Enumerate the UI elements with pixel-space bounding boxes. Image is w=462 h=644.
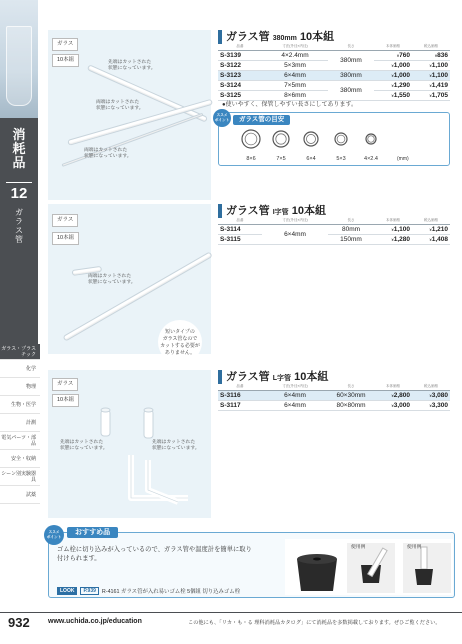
- product-tax-price: ¥1,100: [412, 60, 450, 70]
- header-size: 寸法(外径×内径): [262, 218, 328, 224]
- look-text: R-4161 ガラス管が入れ易いゴム栓 5個組 切り込みゴム栓: [101, 589, 241, 595]
- tube-note: 両端はカットされた 状態になっています。: [84, 148, 132, 159]
- category-title: 消耗品: [12, 127, 26, 170]
- product-price: ¥1,100: [374, 224, 412, 234]
- product-code: S-3122: [218, 60, 262, 70]
- tube-section-label: 5×3: [336, 156, 346, 162]
- title-quantity: 10本組: [291, 205, 326, 217]
- product-length: 80mm: [328, 224, 374, 234]
- table-row: [218, 224, 450, 234]
- product-price: ¥1,290: [374, 80, 412, 90]
- unit-label: (mm): [397, 156, 409, 162]
- point-badge: ススメ ポイント: [213, 109, 231, 127]
- title-quantity: 10本組: [294, 371, 329, 383]
- header-size: 寸法(外径×内径): [262, 44, 328, 50]
- product-size: 6×4mm: [262, 224, 328, 244]
- header-price: 本体価格: [374, 384, 412, 390]
- index-item-safety[interactable]: 安全・収納: [0, 450, 40, 468]
- footer-url[interactable]: www.uchida.co.jp/education: [48, 618, 142, 625]
- recommendation-text: ゴム栓に切り込みが入っているので、ガラス管や温度計を簡単に取り付けられます。: [57, 546, 252, 562]
- page-number: 932: [8, 615, 30, 630]
- product-tax-price: ¥1,210: [412, 224, 450, 234]
- point-badge: ススメ ポイント: [44, 525, 64, 545]
- product-length: 60×30mm: [328, 390, 374, 400]
- table-row: [218, 400, 450, 410]
- index-item-physics[interactable]: 物理: [0, 378, 40, 396]
- header-price: 本体価格: [374, 44, 412, 50]
- product-code: S-3116: [218, 390, 262, 400]
- short-type-bubble: 短いタイプの ガラス管なので カットする必要が ありません。: [158, 320, 202, 364]
- product-length: 380mm: [328, 50, 374, 70]
- header-length: 長さ: [328, 218, 374, 224]
- tube-section-label: 7×5: [276, 156, 286, 162]
- product-size: 7×5mm: [262, 80, 328, 90]
- footer-divider: [0, 612, 462, 613]
- product-image-glass-tube-380: [48, 30, 211, 200]
- product-tax-price: ¥1,100: [412, 70, 450, 80]
- glass-tube: [87, 64, 208, 122]
- product-code: S-3117: [218, 400, 262, 410]
- title-type: L字管: [272, 375, 292, 382]
- usage-note: ●使いやすく、保管しやすい長さにしてあります。: [222, 102, 358, 108]
- product-code: S-3123: [218, 70, 262, 80]
- tube-cross-sections: [219, 125, 451, 165]
- product-price: ¥1,000: [374, 70, 412, 80]
- tube-note: 先端はカットされた 状態になっています。: [108, 60, 156, 71]
- footer-text: この他にも、「リカ・も・る 理科消耗品カタログ」にて消耗品を多数掲載しております。ぜひご覧ください。: [188, 620, 441, 626]
- tube-section-inner: [245, 133, 257, 145]
- product-price: ¥1,280: [374, 234, 412, 244]
- title-length: 380mm: [272, 35, 297, 42]
- section-title-glass-tube-l: [218, 370, 450, 384]
- spec-table-glass-tube-380: [218, 44, 450, 101]
- table-row: [218, 390, 450, 400]
- header-length: 長さ: [328, 44, 374, 50]
- product-length: 380mm: [328, 70, 374, 80]
- photo-label: 使用例: [407, 545, 422, 550]
- product-tax-price: ¥1,705: [412, 90, 450, 100]
- header-length: 長さ: [328, 384, 374, 390]
- category-subtitle: ガラス管: [15, 208, 23, 244]
- title-quantity: 10本組: [299, 31, 335, 43]
- table-row: [218, 80, 450, 90]
- product-tax-price: ¥3,300: [412, 400, 450, 410]
- product-size: 8×6mm: [262, 90, 328, 100]
- spec-table-glass-tube-i: [218, 218, 450, 245]
- spec-table-glass-tube-l: [218, 384, 450, 411]
- tube-section-inner: [306, 134, 315, 143]
- header-price: 本体価格: [374, 218, 412, 224]
- material-tag: ガラス: [52, 38, 78, 51]
- look-label: LOOK: [57, 587, 77, 595]
- index-item-glass-plastic[interactable]: ガラス・プラスチック: [0, 344, 40, 360]
- tube-note: 先端はカットされた 状態になっています。: [152, 440, 200, 451]
- product-length: 150mm: [328, 234, 374, 244]
- header-tax-price: 税込価格: [412, 218, 450, 224]
- product-size: 5×3mm: [262, 60, 328, 70]
- material-tag: ガラス: [52, 378, 78, 391]
- product-tax-price: ¥3,080: [412, 390, 450, 400]
- tube-note: 両端はカットされた 状態になっています。: [88, 274, 136, 285]
- product-code: S-3114: [218, 224, 262, 234]
- header-size: 寸法(外径×内径): [262, 384, 328, 390]
- product-image-glass-tube-i: [48, 204, 211, 354]
- title-main: ガラス管: [226, 31, 270, 43]
- quantity-tag: 10本組: [52, 232, 79, 245]
- header-code: 品番: [218, 218, 262, 224]
- product-length: 380mm: [328, 80, 374, 100]
- tube-note: 先端はカットされた 状態になっています。: [60, 440, 108, 451]
- recommendation-box: [46, 529, 455, 598]
- product-price: ¥3,000: [374, 400, 412, 410]
- tube-section-outer: [242, 130, 260, 148]
- product-tax-price: ¥1,408: [412, 234, 450, 244]
- product-code: S-3115: [218, 234, 262, 244]
- product-price: ¥1,550: [374, 90, 412, 100]
- header-code: 品番: [218, 44, 262, 50]
- product-code: S-3124: [218, 80, 262, 90]
- product-code: S-3139: [218, 50, 262, 60]
- look-page: P.939: [80, 587, 98, 595]
- quantity-tag: 10本組: [52, 54, 79, 67]
- table-row: [218, 70, 450, 80]
- index-item-measurement[interactable]: 計測: [0, 414, 40, 432]
- table-row: [218, 234, 450, 244]
- product-size: 4×2.4mm: [262, 50, 328, 60]
- category-number: 12: [6, 182, 32, 202]
- product-price: ¥2,800: [374, 390, 412, 400]
- title-main: ガラス管: [226, 205, 270, 217]
- tube-note: 両端はカットされた 状態になっています。: [96, 100, 144, 111]
- product-tax-price: ¥836: [412, 50, 450, 60]
- size-guide-title: ガラス管の目安: [233, 115, 290, 125]
- index-item-biology[interactable]: 生物・医学: [0, 396, 40, 414]
- flask-image: [6, 26, 32, 106]
- tube-section-inner: [276, 134, 286, 144]
- product-code: S-3125: [218, 90, 262, 100]
- look-reference[interactable]: [57, 587, 240, 595]
- table-row: [218, 50, 450, 60]
- product-price: ¥760: [374, 50, 412, 60]
- header-tax-price: 税込価格: [412, 44, 450, 50]
- tube-section-inner: [337, 135, 345, 143]
- product-size: 6×4mm: [262, 390, 328, 400]
- index-item-scene[interactable]: シーン別実験器具: [0, 468, 40, 486]
- tube-section-label: 8×6: [246, 156, 256, 162]
- section-title-glass-tube-i: [218, 204, 450, 218]
- quantity-tag: 10本組: [52, 394, 79, 407]
- product-tax-price: ¥1,419: [412, 80, 450, 90]
- product-price: ¥1,000: [374, 60, 412, 70]
- header-code: 品番: [218, 384, 262, 390]
- product-image-glass-tube-l: [48, 370, 211, 518]
- size-guide-box: [214, 112, 450, 166]
- title-type: I字管: [272, 209, 289, 216]
- section-title-glass-tube-380: [218, 30, 450, 44]
- rubber-stopper-image: [285, 539, 453, 595]
- index-item-reagent[interactable]: 試薬: [0, 486, 40, 504]
- tube-section-label: 6×4: [306, 156, 316, 162]
- rubber-stopper-photo: [285, 539, 453, 595]
- material-tag: ガラス: [52, 214, 78, 227]
- title-main: ガラス管: [226, 371, 270, 383]
- tube-section-label: 4×2.4: [364, 156, 378, 162]
- recommendation-title: おすすめ品: [67, 527, 118, 538]
- tube-section-inner: [368, 136, 375, 143]
- header-tax-price: 税込価格: [412, 384, 450, 390]
- category-index: [0, 344, 40, 504]
- index-item-chemistry[interactable]: 化学: [0, 360, 40, 378]
- product-size: 6×4mm: [262, 400, 328, 410]
- index-item-electric-parts[interactable]: 電気パーツ・部品: [0, 432, 40, 450]
- photo-label: 使用例: [351, 545, 366, 550]
- tube-section-outer: [273, 131, 289, 147]
- product-length: 80×80mm: [328, 400, 374, 410]
- product-size: 6×4mm: [262, 70, 328, 80]
